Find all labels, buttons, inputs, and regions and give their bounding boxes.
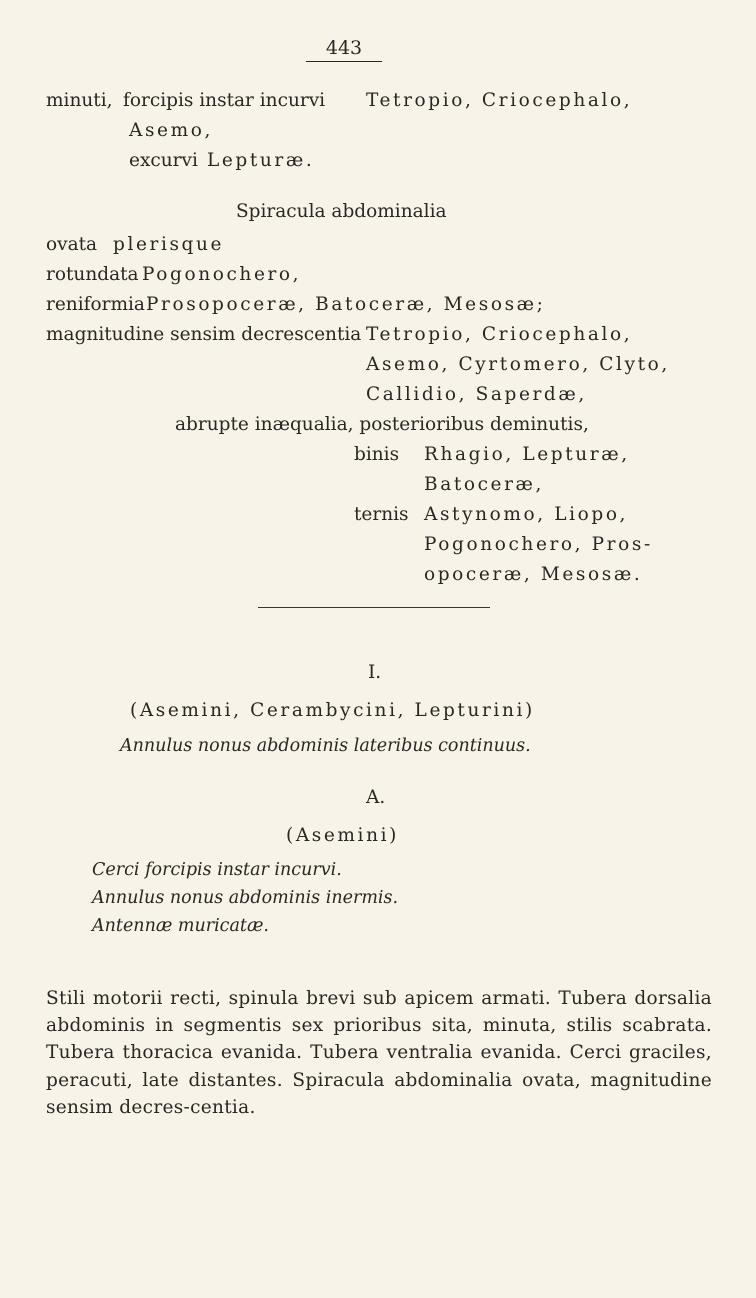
page-number: 443 xyxy=(306,36,382,62)
spiracula-line4-genera: Tetropio, Criocephalo, xyxy=(366,324,633,345)
subsection-title: (Asemini) xyxy=(286,825,399,846)
description-paragraph: Stili motorii recti, spinula brevi sub apicem armati. Tubera dorsalia abdominis in segmentis sex prioribus sita, minuta, stilis scabrata. Tubera thoracica evanida. Tubera ventralia evanida. Cerci graciles, peracuti, late distantes. Spiracula abdominalia ovata, magnitudine sensim decres-centia. xyxy=(46,988,712,1118)
list1-line1-genera: Tetropio, Criocephalo, xyxy=(366,90,633,111)
spiracula-line9-genera: Batoceræ, xyxy=(424,474,545,495)
spiracula-line1-genera: plerisque xyxy=(113,234,225,255)
section-divider xyxy=(258,607,490,608)
section-title: (Asemini, Cerambycini, Lepturini) xyxy=(130,700,535,721)
spiracula-line2-genera: Pogonochero, xyxy=(142,264,302,285)
spiracula-line8-desc: binis xyxy=(354,444,400,465)
spiracula-line6-genera: Callidio, Saperdæ, xyxy=(366,384,587,405)
spiracula-line8-genera: Rhagio, Lepturæ, xyxy=(424,444,630,465)
list1-line1-desc: forcipis instar incurvi xyxy=(123,90,326,111)
spiracula-line11-genera: Pogonochero, Pros- xyxy=(424,534,653,555)
spiracula-line7-desc: abrupte inæqualia, posterioribus deminutis, xyxy=(175,414,589,435)
list1-line3-desc: excurvi xyxy=(129,150,198,171)
section-numeral: I. xyxy=(368,662,382,683)
spiracula-line2-desc: rotundata xyxy=(46,264,139,285)
spiracula-heading: Spiracula abdominalia xyxy=(236,201,447,222)
spiracula-line12-genera: opoceræ, Mesosæ. xyxy=(424,564,643,585)
spiracula-line3-genera: Prosopoceræ, Batoceræ, Mesosæ; xyxy=(146,294,546,315)
spiracula-line10-desc: ternis xyxy=(354,504,409,525)
character-line-3: Antennæ muricatæ. xyxy=(92,916,269,936)
spiracula-line5-genera: Asemo, Cyrtomero, Clyto, xyxy=(366,354,670,375)
spiracula-line4-desc: magnitudine sensim decrescentia xyxy=(46,324,362,345)
section-subtitle: Annulus nonus abdominis lateribus continuus. xyxy=(120,736,531,756)
character-line-2: Annulus nonus abdominis inermis. xyxy=(92,888,399,908)
list1-line1-lead: minuti, xyxy=(46,90,113,111)
spiracula-line1-desc: ovata xyxy=(46,234,98,255)
character-line-1: Cerci forcipis instar incurvi. xyxy=(92,860,342,880)
list1-line3-genera: Lepturæ. xyxy=(207,150,315,171)
list1-line2-genera: Asemo, xyxy=(129,120,213,141)
spiracula-line3-desc: reniformia xyxy=(46,294,145,315)
subsection-letter: A. xyxy=(366,787,386,808)
spiracula-line10-genera: Astynomo, Liopo, xyxy=(424,504,629,525)
